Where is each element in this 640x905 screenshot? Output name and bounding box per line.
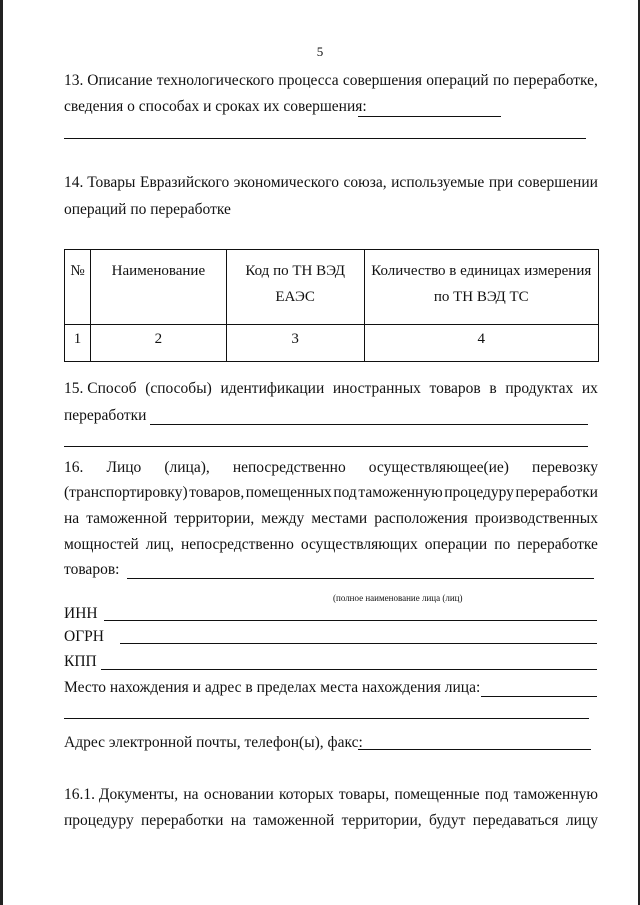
text-word: помещенные — [394, 786, 480, 803]
text-word: мощностей — [64, 536, 139, 553]
text-word: будут — [428, 812, 466, 829]
text-word: на — [183, 786, 199, 803]
section-16-line-1 — [64, 459, 598, 477]
text-word: переработки — [141, 812, 224, 829]
ogrn-field-line[interactable] — [120, 643, 597, 644]
text-word: под — [484, 786, 509, 803]
text-word: непосредственно — [180, 536, 294, 553]
table-cell: 1 — [65, 325, 91, 362]
text-word: переработки — [515, 484, 598, 501]
text-word: переработке — [517, 536, 598, 553]
table-cell: 4 — [364, 325, 599, 362]
text-word: непосредственно — [232, 459, 346, 476]
text-word: осуществляющих — [300, 536, 418, 553]
contacts-label: Адрес электронной почты, телефон(ы), факс: — [64, 734, 363, 751]
text-word: 14. Товары — [64, 174, 136, 191]
transporter-name-caption: (полное наименование лица (лиц) — [333, 593, 463, 603]
text-word: (лица), — [164, 459, 210, 476]
contacts-field-line[interactable] — [358, 749, 591, 750]
text-word: 16. — [64, 459, 84, 476]
text-word: операции — [424, 536, 488, 553]
section-16-line-3 — [64, 510, 598, 528]
section-13-line-2: сведения о способах и сроках их совершения: — [64, 98, 367, 115]
text-word: Лицо — [106, 459, 142, 476]
text-word: по — [493, 72, 510, 89]
text-word: товаров — [429, 380, 481, 397]
table-header-number: № — [65, 250, 91, 325]
text-word: лиц, — [145, 536, 174, 553]
table-header-name: Наименование — [90, 250, 226, 325]
section-15-fill-line-1[interactable] — [150, 424, 588, 425]
text-word: процедуру — [64, 812, 134, 829]
section-16-line-5: товаров: — [64, 561, 120, 578]
address-field-line-1[interactable] — [481, 696, 597, 697]
section-13-fill-line-1[interactable] — [358, 116, 501, 117]
text-word: 16.1. Документы, — [64, 786, 179, 803]
text-word: помещенных — [245, 484, 332, 501]
section-16-line-4 — [64, 536, 598, 554]
text-word: Евразийского — [140, 174, 230, 191]
text-word: иностранных — [332, 380, 421, 397]
text-word: таможенную — [513, 786, 598, 803]
section-13-line-1 — [64, 72, 598, 90]
table-cell: 3 — [226, 325, 364, 362]
text-word: на — [230, 812, 246, 829]
text-word: таможенной — [253, 812, 335, 829]
text-word: в — [489, 380, 497, 397]
text-word: их — [581, 380, 598, 397]
text-word: на — [64, 510, 80, 527]
address-label: Место нахождения и адрес в пределах места нахождения лица: — [64, 679, 481, 696]
text-word: производственных — [474, 510, 598, 527]
text-word: операций — [426, 72, 489, 89]
text-word: совершения — [342, 72, 422, 89]
kpp-label: КПП — [64, 653, 97, 670]
inn-label: ИНН — [64, 605, 98, 622]
text-word: 15. Способ — [64, 380, 137, 397]
text-word: территории, — [174, 510, 255, 527]
text-word: товары, — [338, 786, 390, 803]
section-15-line-2: переработки — [64, 407, 147, 424]
text-word: таможенную — [358, 484, 443, 501]
text-word: (способы) — [145, 380, 212, 397]
table-row — [65, 325, 599, 362]
text-word: которых — [279, 786, 334, 803]
section-14-line-2: операций по переработке — [64, 201, 231, 218]
page-edge-left — [0, 0, 3, 905]
text-word: передаваться — [472, 812, 559, 829]
text-word: продуктах — [505, 380, 574, 397]
text-word: союза, — [343, 174, 387, 191]
table-cell: 2 — [90, 325, 226, 362]
inn-field-line[interactable] — [104, 620, 597, 621]
page-number: 5 — [316, 44, 324, 59]
text-word: между — [261, 510, 305, 527]
text-word: расположения — [374, 510, 468, 527]
text-word: перевозку — [532, 459, 598, 476]
address-field-line-2[interactable] — [64, 718, 589, 719]
text-word: территории, — [341, 812, 422, 829]
text-word: осуществляющее(ие) — [368, 459, 509, 476]
section-15-fill-line-2[interactable] — [64, 446, 588, 447]
text-word: при — [488, 174, 514, 191]
text-word: технологического — [156, 72, 275, 89]
table-header-code: Код по ТН ВЭД ЕАЭС — [226, 250, 364, 325]
text-word: основании — [203, 786, 274, 803]
section-14-line-1 — [64, 174, 598, 192]
kpp-field-line[interactable] — [101, 669, 597, 670]
section-15-line-1 — [64, 380, 598, 398]
text-word: таможенной — [86, 510, 168, 527]
section-16-1-line-1 — [64, 786, 598, 804]
text-word: переработке, — [513, 72, 598, 89]
section-16-1-line-2 — [64, 812, 598, 830]
ogrn-label: ОГРН — [64, 628, 104, 645]
transporter-name-line[interactable] — [127, 578, 594, 579]
text-word: лицу — [565, 812, 598, 829]
text-word: 13. Описание — [64, 72, 153, 89]
text-word: (транспортировку) — [64, 484, 188, 501]
text-word: по — [494, 536, 511, 553]
text-word: под — [333, 484, 357, 501]
text-word: идентификации — [220, 380, 325, 397]
table-header-row — [65, 250, 599, 325]
text-word: местами — [311, 510, 368, 527]
section-16-line-2 — [64, 484, 598, 502]
text-word: используемые — [391, 174, 485, 191]
text-word: процесса — [278, 72, 339, 89]
text-word: товаров, — [189, 484, 245, 501]
section-13-fill-line-2[interactable] — [64, 138, 586, 139]
text-word: процедуру — [444, 484, 514, 501]
table-header-quantity: Количество в единицах измерения по ТН ВЭД ТС — [364, 250, 599, 325]
text-word: экономического — [233, 174, 339, 191]
goods-table — [64, 249, 599, 362]
text-word: совершении — [517, 174, 598, 191]
